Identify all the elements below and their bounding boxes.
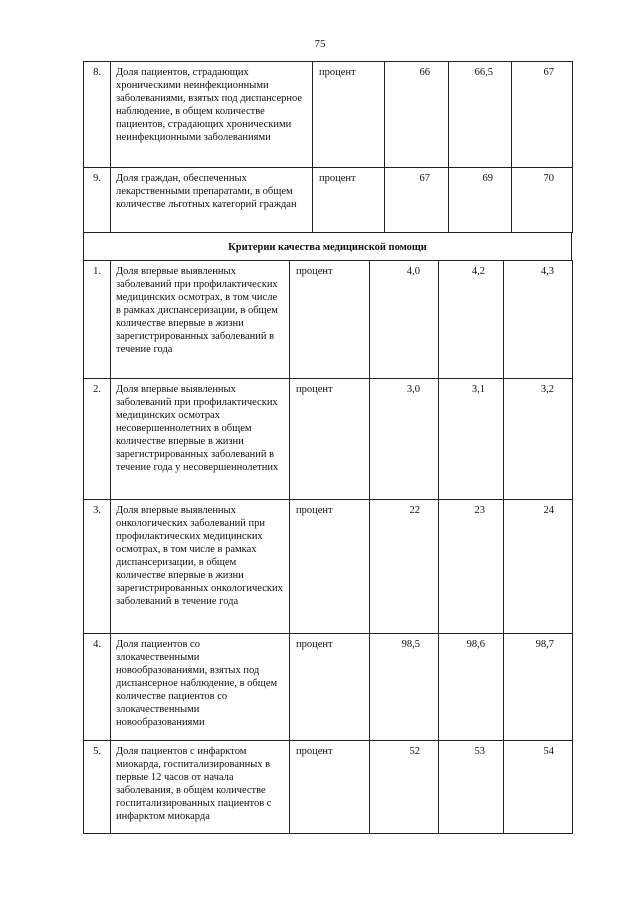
value-year-1: 98,5 — [370, 634, 439, 741]
value-year-3: 98,7 — [504, 634, 573, 741]
value-year-1: 4,0 — [370, 261, 439, 379]
table-row — [84, 62, 573, 168]
value-year-2: 4,2 — [439, 261, 504, 379]
indicator-name: Доля впервые выявленных онкологических заболеваний при профилактических медицинских осмотрах, в том числе в рамках диспансеризации, в общем количестве впервые в жизни зарегистрированных онкологических заболеваний в течение года — [111, 500, 290, 634]
table-row — [84, 500, 573, 634]
value-year-2: 53 — [439, 741, 504, 834]
value-year-2: 3,1 — [439, 379, 504, 500]
section-header-row — [84, 233, 572, 261]
indicator-name: Доля граждан, обеспеченных лекарственными препаратами, в общем количестве льготных категорий граждан — [111, 168, 313, 233]
unit-cell: процент — [290, 500, 370, 634]
indicator-name: Доля впервые выявленных заболеваний при профилактических медицинских осмотрах, в том числе в рамках диспансеризации, в общем количестве впервые в жизни зарегистрированных заболеваний в течение года — [111, 261, 290, 379]
indicator-name: Доля пациентов с инфарктом миокарда, госпитализированных в первые 12 часов от начала заболевания, в общем количестве госпитализированных пациентов с инфарктом миокарда — [111, 741, 290, 834]
section-title: Критерии качества медицинской помощи — [84, 233, 572, 261]
value-year-2: 69 — [449, 168, 512, 233]
value-year-3: 4,3 — [504, 261, 573, 379]
unit-cell: процент — [290, 634, 370, 741]
unit-cell: процент — [313, 62, 385, 168]
indicator-name: Доля пациентов со злокачественными новообразованиями, взятых под диспансерное наблюдение, в общем количестве пациентов со злокачественными новообразованиями — [111, 634, 290, 741]
row-number: 8. — [84, 62, 111, 168]
indicators-table-upper — [83, 61, 573, 233]
value-year-3: 67 — [512, 62, 573, 168]
value-year-3: 24 — [504, 500, 573, 634]
table-row — [84, 168, 573, 233]
indicator-name: Доля впервые выявленных заболеваний при профилактических медицинских осмотрах несовершеннолетних в общем количестве впервые в жизни зарегистрированных заболеваний в течение года у несовершеннолетних — [111, 379, 290, 500]
table-row — [84, 261, 573, 379]
value-year-3: 54 — [504, 741, 573, 834]
unit-cell: процент — [290, 741, 370, 834]
value-year-1: 52 — [370, 741, 439, 834]
unit-cell: процент — [290, 379, 370, 500]
value-year-3: 70 — [512, 168, 573, 233]
page-number: 75 — [314, 38, 326, 50]
value-year-1: 3,0 — [370, 379, 439, 500]
row-number: 1. — [84, 261, 111, 379]
indicator-name: Доля пациентов, страдающих хроническими неинфекционными заболеваниями, взятых под диспансерное наблюдение, в общем количестве пациентов, страдающих хроническими неинфекционными заболеваниями — [111, 62, 313, 168]
unit-cell: процент — [313, 168, 385, 233]
table-row — [84, 634, 573, 741]
row-number: 5. — [84, 741, 111, 834]
value-year-1: 66 — [385, 62, 449, 168]
value-year-3: 3,2 — [504, 379, 573, 500]
section-header-table — [83, 232, 572, 261]
row-number: 2. — [84, 379, 111, 500]
row-number: 9. — [84, 168, 111, 233]
row-number: 3. — [84, 500, 111, 634]
value-year-2: 98,6 — [439, 634, 504, 741]
row-number: 4. — [84, 634, 111, 741]
value-year-2: 66,5 — [449, 62, 512, 168]
indicators-table-lower — [83, 260, 573, 834]
table-row — [84, 379, 573, 500]
value-year-1: 22 — [370, 500, 439, 634]
value-year-2: 23 — [439, 500, 504, 634]
table-row — [84, 741, 573, 834]
unit-cell: процент — [290, 261, 370, 379]
value-year-1: 67 — [385, 168, 449, 233]
